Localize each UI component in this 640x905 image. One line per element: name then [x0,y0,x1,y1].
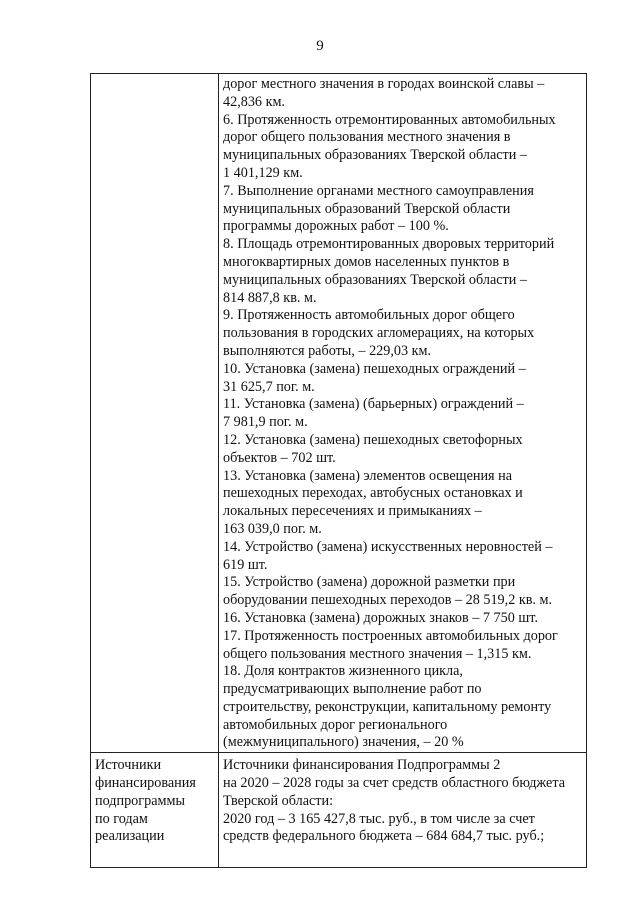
text-line: (межмуниципального) значения, – 20 % [223,734,464,751]
label-line: реализации [95,828,165,845]
text-line: 2020 год – 3 165 427,8 тыс. руб., в том числе за счет [223,810,535,827]
table-row [91,753,587,868]
text-line: 13. Установка (замена) элементов освещения на [223,467,513,484]
text-line: программы дорожных работ – 100 %. [223,218,449,235]
text-line: пользования в городских агломерациях, на которых [223,325,535,342]
text-line: 16. Установка (замена) дорожных знаков – 7 750 шт. [223,609,538,626]
text-line: предусматривающих выполнение работ по [223,681,482,698]
text-line: дорог общего пользования местного значения в [223,129,511,146]
text-line: Источники финансирования Подпрограммы 2 [223,757,501,774]
text-line: 1 401,129 км. [223,164,303,181]
text-line: Тверской области: [223,792,334,809]
text-line: 9. Протяженность автомобильных дорог общего [223,307,515,324]
label-line: финансирования [95,775,196,792]
text-line: 12. Установка (замена) пешеходных светофорных [223,431,523,448]
text-line: 6. Протяженность отремонтированных автомобильных [223,111,556,128]
text-line: муниципальных образованиях Тверской области – [223,147,527,164]
text-line: локальных пересечениях и примыканиях – [223,503,482,520]
text-line: 619 шт. [223,556,268,573]
text-line: объектов – 702 шт. [223,449,336,466]
text-line: 163 039,0 пог. м. [223,520,322,537]
text-line: 14. Устройство (замена) искусственных неровностей – [223,538,553,555]
text-line: 10. Установка (замена) пешеходных ограждений – [223,360,526,377]
text-line: строительству, реконструкции, капитальному ремонту [223,698,552,715]
text-line: 814 887,8 кв. м. [223,289,317,306]
funding-value-cell [219,753,587,868]
text-line: 18. Доля контрактов жизненного цикла, [223,663,463,680]
text-line: 8. Площадь отремонтированных дворовых территорий [223,236,555,253]
text-line: средств федерального бюджета – 684 684,7 тыс. руб.; [223,828,545,845]
text-line: выполняются работы, – 229,03 км. [223,342,432,359]
text-line: 7 981,9 пог. м. [223,414,308,431]
label-line: подпрограммы [95,792,185,809]
indicators-cell [219,74,587,753]
text-line: оборудовании пешеходных переходов – 28 519,2 кв. м. [223,592,553,609]
row-label-cell [91,74,219,753]
funding-label-cell [91,753,219,868]
table-row [91,74,587,753]
text-line: на 2020 – 2028 годы за счет средств областного бюджета [223,775,565,792]
label-line: по годам [95,810,148,827]
label-line: Источники [95,757,162,774]
text-line: муниципальных образованиях Тверской области – [223,271,527,288]
text-line: дорог местного значения в городах воинской славы – [223,76,545,92]
text-line: общего пользования местного значения – 1,315 км. [223,645,532,662]
text-line: 7. Выполнение органами местного самоуправления [223,182,534,199]
text-line: 15. Устройство (замена) дорожной разметки при [223,574,516,591]
text-line: многоквартирных домов населенных пунктов в [223,253,510,270]
text-line: пешеходных переходах, автобусных остановках и [223,485,523,502]
subprogram-passport-table [90,73,587,868]
page-number: 9 [316,38,324,54]
text-line: 11. Установка (замена) (барьерных) ограждений – [223,396,524,413]
text-line: 17. Протяженность построенных автомобильных дорог [223,627,558,644]
text-line: муниципальных образований Тверской области [223,200,511,217]
text-line: 42,836 км. [223,93,285,110]
text-line: автомобильных дорог регионального [223,716,448,733]
text-line: 31 625,7 пог. м. [223,378,315,395]
